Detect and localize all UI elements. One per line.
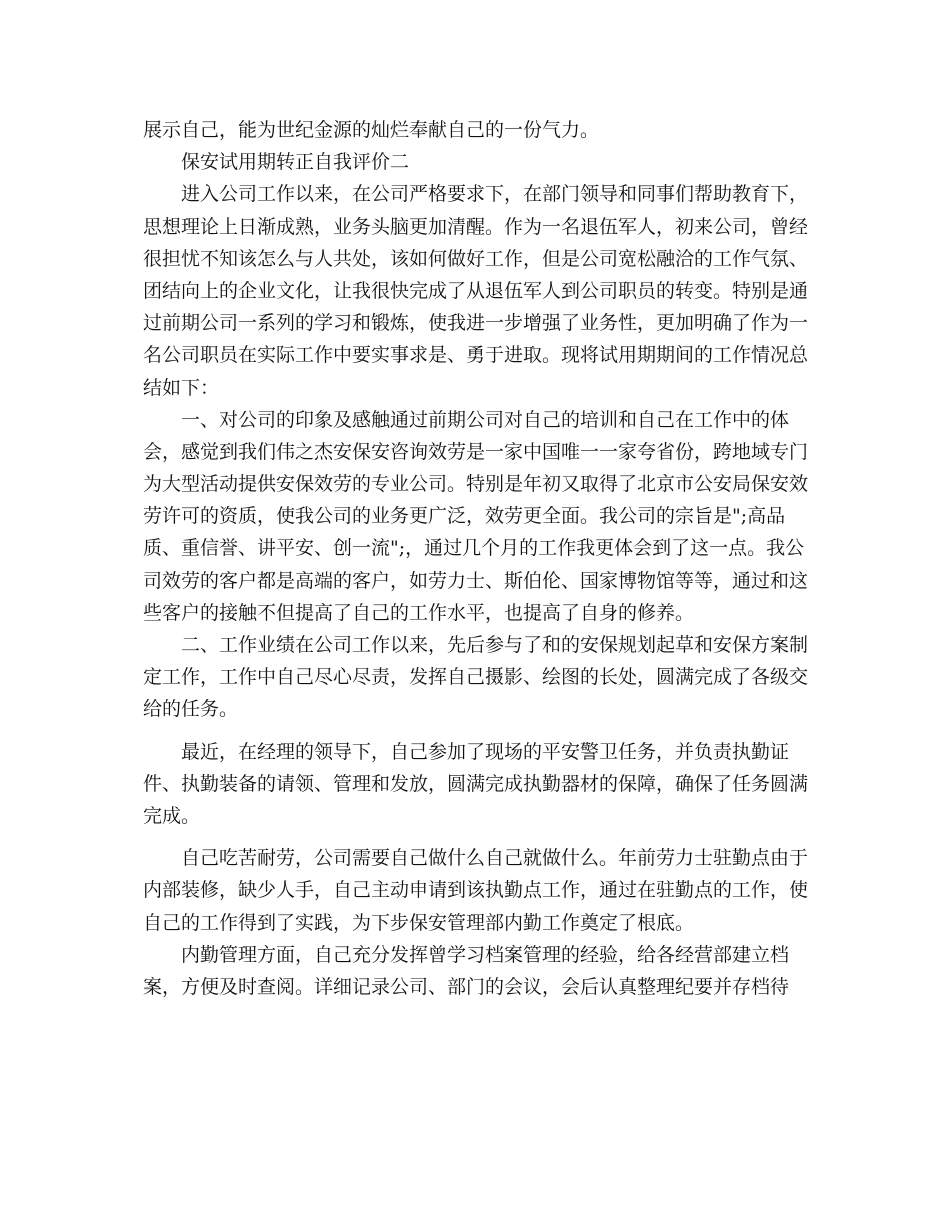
text-line: 自己吃苦耐劳，公司需要自己做什么自己就做什么。年前劳力士驻勤点由于 <box>181 847 809 870</box>
text-line: 司效劳的客户都是高端的客户，如劳力士、斯伯伦、国家博物馆等等，通过和这 <box>143 569 809 592</box>
text-line: 完成。 <box>143 804 201 827</box>
text-line: 结如下： <box>143 376 220 399</box>
document-page <box>143 114 807 1003</box>
text-line: 件、执勤装备的请领、管理和发放，圆满完成执勤器材的保障，确保了任务圆满 <box>143 772 809 795</box>
text-line: 内勤管理方面，自己充分发挥曾学习档案管理的经验，给各经营部建立档 <box>181 943 790 966</box>
text-line: 质、重信誉、讲平安、创一流";，通过几个月的工作我更体会到了这一点。我公 <box>143 537 805 560</box>
text-line: 过前期公司一系列的学习和锻炼，使我进一步增强了业务性，更加明确了作为一 <box>143 312 809 335</box>
text-line: 名公司职员在实际工作中要实事求是、勇于进取。现将试用期期间的工作情况总 <box>143 344 809 367</box>
section-heading: 保安试用期转正自我评价二 <box>181 151 410 174</box>
text-line: 为大型活动提供安保效劳的专业公司。特别是年初又取得了北京市公安局保安效 <box>143 473 809 496</box>
text-line: 很担忧不知该怎么与人共处，该如何做好工作，但是公司宽松融洽的工作气氛、 <box>143 247 809 270</box>
text-line: 案，方便及时查阅。详细记录公司、部门的会议，会后认真整理纪要并存档待 <box>143 975 790 998</box>
text-line: 内部装修，缺少人手，自己主动申请到该执勤点工作，通过在驻勤点的工作，使 <box>143 879 809 902</box>
text-line: 进入公司工作以来，在公司严格要求下，在部门领导和同事们帮助教育下， <box>181 183 809 206</box>
text-line: 二、工作业绩在公司工作以来，先后参与了和的安保规划起草和安保方案制 <box>181 634 809 656</box>
text-line: 劳许可的资质，使我公司的业务更广泛，效劳更全面。我公司的宗旨是";高品 <box>143 505 786 528</box>
text-line: 思想理论上日渐成熟，业务头脑更加清醒。作为一名退伍军人，初来公司，曾经 <box>143 215 809 238</box>
text-line: 一、对公司的印象及感触通过前期公司对自己的培训和自己在工作中的体 <box>181 408 790 431</box>
text-line: 给的任务。 <box>143 698 239 721</box>
text-line: 自己的工作得到了实践，为下步保安管理部内勤工作奠定了根底。 <box>143 911 695 934</box>
text-line: 定工作，工作中自己尽心尽责，发挥自己摄影、绘图的长处，圆满完成了各级交 <box>143 666 809 689</box>
text-line: 团结向上的企业文化，让我很快完成了从退伍军人到公司职员的转变。特别是通 <box>143 279 809 302</box>
text-line: 会，感觉到我们伟之杰安保安咨询效劳是一家中国唯一一家夸省份，跨地域专门 <box>143 440 809 463</box>
text-line: 最近，在经理的领导下，自己参加了现场的平安警卫任务，并负责执勤证 <box>181 740 790 763</box>
text-line: 展示自己，能为世纪金源的灿烂奉献自己的一份气力。 <box>143 119 600 141</box>
text-line: 些客户的接触不但提高了自己的工作水平，也提高了自身的修养。 <box>143 601 695 624</box>
